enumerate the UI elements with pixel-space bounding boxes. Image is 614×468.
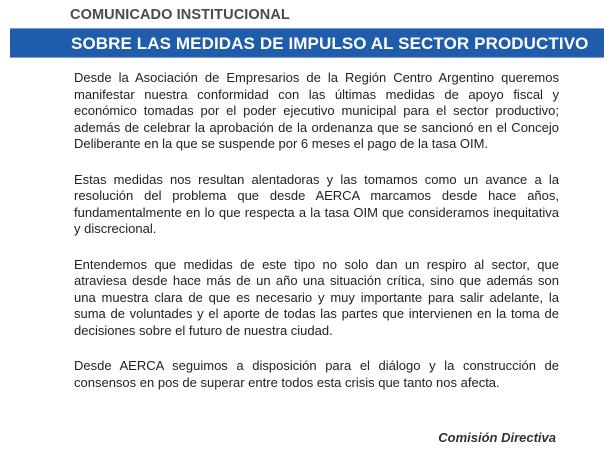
body-paragraph-2: Estas medidas nos resultan alentadoras y las tomamos como un avance a la resolución del problema que desde AERCA marcamos desde hace años, fundamentalmente en lo que respecta a la tasa OIM que consideramos inequitativa y discrecional. <box>74 171 559 236</box>
body-paragraph-3: Entendemos que medidas de este tipo no solo dan un respiro al sector, que atraviesa desde hace más de un año una situación crítica, sino que además son una muestra clara de que es necesario y muy importante para salir adelante, la suma de voluntades y el aporte de todas las partes que intervienen en la toma de decisiones sobre el futuro de nuestra ciudad. <box>74 256 559 338</box>
document-kicker: COMUNICADO INSTITUCIONAL <box>70 7 290 23</box>
document-title: SOBRE LAS MEDIDAS DE IMPULSO AL SECTOR PRODUCTIVO <box>71 34 589 53</box>
signature: Comisión Directiva <box>438 430 556 445</box>
title-banner <box>10 28 604 58</box>
document-body <box>74 70 559 410</box>
body-paragraph-1: Desde la Asociación de Empresarios de la Región Centro Argentino queremos manifestar nuestra conformidad con las últimas medidas de apoyo fiscal y económico tomadas por el poder ejecutivo municipal para el sector productivo; además de celebrar la aprobación de la ordenanza que se sancionó en el Concejo Deliberante en la que se suspende por 6 meses el pago de la tasa OIM. <box>74 70 559 151</box>
body-paragraph-4: Desde AERCA seguimos a disposición para el diálogo y la construcción de consensos en pos de superar entre todos esta crisis que tanto nos afecta. <box>74 358 559 390</box>
